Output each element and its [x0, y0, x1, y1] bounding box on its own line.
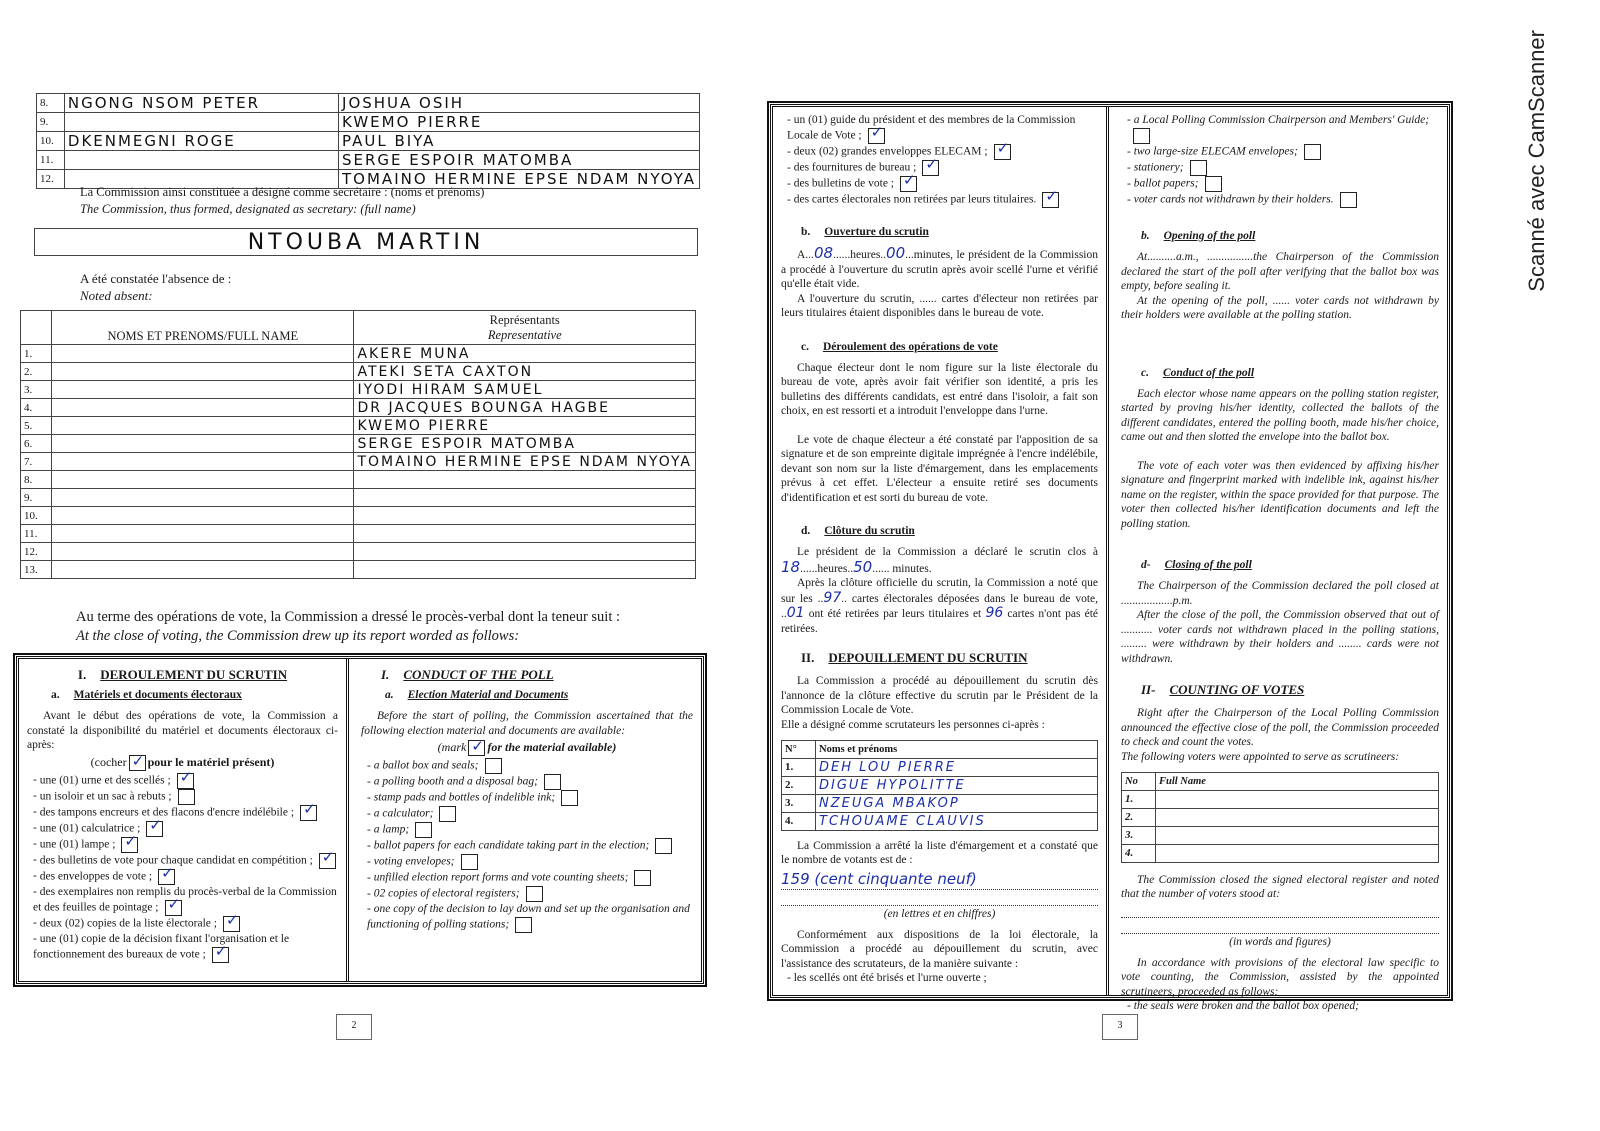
material-label: des bulletins de vote ;: [793, 177, 895, 190]
scrutineer-row: [782, 776, 1098, 794]
absent-representative: KWEMO PIERRE: [354, 417, 696, 435]
right-page-panel: [770, 104, 1450, 1012]
material-checkbox[interactable]: [1340, 192, 1357, 208]
material-checkbox[interactable]: [165, 900, 182, 916]
material-checkbox[interactable]: [900, 176, 917, 192]
en-closing-title: Closing of the poll: [1164, 559, 1252, 571]
material-checkbox[interactable]: [1042, 192, 1059, 208]
member-name: [64, 151, 338, 170]
absent-name: [52, 543, 354, 561]
row-number: 10.: [21, 507, 52, 525]
material-checkbox[interactable]: [994, 144, 1011, 160]
material-checkbox[interactable]: [121, 837, 138, 853]
material-item: [367, 870, 693, 886]
absent-row: [21, 543, 696, 561]
material-label: un isoloir et un sac à rebuts ;: [39, 790, 172, 803]
scrutineer-row: [1122, 808, 1439, 826]
members-table: [36, 93, 700, 189]
material-checkbox[interactable]: [655, 838, 672, 854]
material-item: [787, 113, 1098, 144]
material-item: [787, 160, 1098, 176]
voters-count-value: 159 (cent cinquante neuf): [781, 870, 1098, 890]
absent-name: [52, 363, 354, 381]
report-intro-fr: Au terme des opérations de vote, la Commission a dressé le procès-verbal dont la teneur suit :: [76, 609, 621, 625]
absent-representative: IYODI HIRAM SAMUEL: [354, 381, 696, 399]
row-number: 8.: [21, 471, 52, 489]
en-counting-step1: - the seals were broken and the ballot box opened;: [1127, 999, 1439, 1014]
absent-label-fr: A été constatée l'absence de :: [80, 271, 232, 286]
page-number-right: 3: [1102, 1014, 1138, 1040]
absent-row: [21, 489, 696, 507]
fr-column-right: - un (01) guide du président et des membres de la Commission Locale de Vote ;✓ - deux (02) grandes enveloppes ELECAM ;✓ - des fournitures de bureau ;✓ - des bulletins de vote ;✓ - des cartes électorales non retirées par leurs titulaires.✓ b. Ouverture du scrutin A...08......heures..00...minutes, le président de la Commission a procédé à l'ouverture du scrutin après avoir scellé l'urne et vérifié qu'elle était vide. A l'ouverture du scrutin, ...... cartes d'électeur non retirées par leurs titulaires étaient disponibles dans le bureau de vote. c. Déroulement des opérations de vote Chaque électeur dont le nom figure sur la liste électorale du bureau de vote, après avoir fait vérifier son identité, a pris les bulletins des différents candidats, est entré dans l'isoloir, a fait son choix, en est ressorti et a introduit l'enveloppe dans l'urne. Le vote de chaque électeur a été constaté par l'apposition de sa signature et de son empreinte digitale imprégnée à l'encre indélébile, devant son nom sur la liste d'émargement, dans les emplacements prévus à cet effet. L'électeur a ensuite retiré ses documents d'identification et est sorti du bureau de vote. d. Clôture du scrutin Le président de la Commission a déclaré le scrutin clos à 18......heures..50...... minutes. Après la clôture officielle du scrutin, la Commission a noté que sur les ..97.. cartes électorales déposées dans le bureau de vote, ..01 ont été retirées par leurs titulaires et 96 cartes n'ont pas été retirées. II. DEPOUILLEMENT DU SCRUTIN La Commission a procédé au dépouillement du scrutin dès l'annonce de la clôture effective du scrutin par le Président de la Commission Locale de Vote. Elle a désigné comme scrutateurs les personnes ci-après : N° Noms et prénoms 1. DEH LOU PIERRE 2. DIGUE HYPOLITTE 3. NZEUGA MBAKOP 4. TCHOUAME CLAUVIS La Commission a arrêté la liste d'émargement et a constaté que le nombre de votants est de : 159 (cent cinquante neuf) (en lettres et en chiffres) Conformément aux dispositions de la loi électorale, la Commission a procédé au dépouillement du scrutin, avec l'assistance des scrutateurs, de la manière suivante : - les scellés ont été brisés et l'urne ouverte ;: [773, 107, 1109, 995]
fr-conduct-p2: Le vote de chaque électeur a été constaté par l'apposition de sa signature et de son empreinte digitale imprégnée à l'encre indélébile, devant son nom sur la liste d'émargement, dans les emplacements prévus à cet effet. L'électeur a ensuite retiré ses documents d'identification et est sorti du bureau de vote.: [781, 433, 1098, 504]
absent-representative: AKERE MUNA: [354, 345, 696, 363]
member-row: [37, 94, 700, 113]
absent-representative: [354, 489, 696, 507]
member-row: [37, 151, 700, 170]
en-opening-title: Opening of the poll: [1163, 230, 1256, 242]
fr-opening-title: Ouverture du scrutin: [824, 226, 929, 238]
material-checkbox[interactable]: [212, 947, 229, 963]
fr-closing-cards: Après la clôture officielle du scrutin, la Commission a noté que sur les ..97.. cartes électorales déposées dans le bureau de vote, ..01 ont été retirées par leurs titulaires et 96 cartes n'ont pas été retirées.: [781, 577, 1098, 635]
absent-label-en: Noted absent:: [80, 288, 153, 303]
en-scrutineers-table: No Full Name 1. 2. 3. 4.: [1121, 772, 1439, 863]
absent-name: [52, 453, 354, 471]
fr-column: I. DEROULEMENT DU SCRUTIN a. Matériels et documents électoraux Avant le début des opérations de vote, la Commission a constaté la disponibilité du matériel et documents électoraux ci-après: (cocher ✓ pour le matériel présent) - une (01) urne et des scellés ;✓ - un isoloir et un sac à rebuts ; - des tampons encreurs et des flacons d'encre indélébile ;✓ - une (01) calculatrice ;✓ - une (01) lampe ;✓ - des bulletins de vote pour chaque candidat en compétition ;✓ - des enveloppes de vote ;✓ - des exemplaires non remplis du procès-verbal de la Commission et des feuilles de pointage ;✓ - deux (02) copies de la liste électorale ;✓ - une (01) copie de la décision fixant l'organisation et le fonctionnement des bureaux de vote ;✓: [19, 659, 349, 981]
en-sub-title: Election Material and Documents: [407, 689, 569, 701]
scrutineer-row: [782, 758, 1098, 776]
material-label: a lamp;: [373, 823, 410, 836]
fr-conduct-p1: Chaque électeur dont le nom figure sur la liste électorale du bureau de vote, après avoir fait vérifier son identité, a pris les bulletins des différents candidats, est entré dans l'isoloir, a fait son choix, en est ressorti et a introduit l'enveloppe dans l'urne.: [781, 361, 1098, 417]
material-item: [1127, 113, 1439, 144]
row-number: 4.: [21, 399, 52, 417]
scrutineer-name: [1156, 808, 1439, 826]
row-number: 9.: [37, 113, 65, 132]
cards-not-withdrawn: 96: [985, 605, 1004, 621]
material-checkbox[interactable]: [300, 805, 317, 821]
material-label: des exemplaires non remplis du procès-verbal de la Commission et des feuilles de pointage ;: [33, 885, 337, 914]
material-label: a calculator;: [373, 807, 434, 820]
material-checkbox[interactable]: [146, 821, 163, 837]
material-label: des tampons encreurs et des flacons d'encre indélébile ;: [39, 806, 295, 819]
absent-header-rep-en: Representative: [487, 327, 562, 342]
row-number: 10.: [37, 132, 65, 151]
absent-name: [52, 471, 354, 489]
scrutineer-name: [1156, 826, 1439, 844]
en-conduct-title: Conduct of the poll: [1162, 366, 1255, 379]
material-label: unfilled election report forms and vote counting sheets;: [373, 871, 629, 884]
row-number: 5.: [21, 417, 52, 435]
absent-name: [52, 489, 354, 507]
member-representative: SERGE ESPOIR MATOMBA: [339, 151, 700, 170]
material-item: [33, 805, 338, 821]
material-item: [367, 806, 693, 822]
material-label: des bulletins de vote pour chaque candidat en compétition ;: [39, 854, 313, 867]
absent-header-rep-fr: Représentants: [489, 312, 560, 327]
material-label: ballot papers;: [1133, 177, 1199, 190]
material-item: [33, 869, 338, 885]
row-number: 2.: [782, 776, 816, 794]
scrutineer-name: NZEUGA MBAKOP: [816, 794, 1098, 812]
absent-row: [21, 399, 696, 417]
scrutineer-name: DEH LOU PIERRE: [816, 758, 1098, 776]
row-number: 12.: [21, 543, 52, 561]
absent-name: [52, 435, 354, 453]
en-closing-p2: After the close of the poll, the Commission observed that out of ........... voter cards not withdrawn placed in the polling stations, ......... were withdrawn by their holders and ........ cards were not withdrawn.: [1121, 609, 1439, 665]
material-item: [33, 837, 338, 853]
fr-scrutineers-table: N° Noms et prénoms 1. DEH LOU PIERRE 2. DIGUE HYPOLITTE 3. NZEUGA MBAKOP 4. TCHOUAME CLAUVIS: [781, 740, 1098, 831]
closing-hours: 18: [781, 557, 801, 576]
material-item: [787, 144, 1098, 160]
absent-representative: SERGE ESPOIR MATOMBA: [354, 435, 696, 453]
material-label: one copy of the decision to lay down and set up the organisation and functioning of polling stations;: [367, 903, 690, 931]
row-number: 13.: [21, 561, 52, 579]
member-representative: JOSHUA OSIH: [339, 94, 700, 113]
material-checkbox[interactable]: [439, 806, 456, 822]
scrutineer-row: [1122, 790, 1439, 808]
material-label: ballot papers for each candidate taking part in the election;: [373, 839, 650, 852]
en-voters-label: The Commission closed the signed electoral register and noted that the number of voters stood at:: [1121, 873, 1439, 900]
scrutineer-row: [782, 812, 1098, 830]
opening-hours: 08: [813, 244, 834, 262]
scrutineer-name: TCHOUAME CLAUVIS: [816, 812, 1098, 830]
material-item: [367, 774, 693, 790]
row-number: 3.: [1122, 826, 1156, 844]
fr-material-list-cont: [781, 113, 1098, 208]
row-number: 12.: [37, 170, 65, 189]
en-section-title: CONDUCT OF THE POLL: [403, 667, 554, 682]
material-checkbox[interactable]: [922, 160, 939, 176]
material-item: [33, 821, 338, 837]
absent-representative: DR JACQUES BOUNGA HAGBE: [354, 399, 696, 417]
material-checkbox[interactable]: [1133, 128, 1150, 144]
row-number: 11.: [37, 151, 65, 170]
material-label: deux (02) copies de la liste électorale ;: [39, 917, 217, 930]
absent-row: [21, 435, 696, 453]
material-checkbox[interactable]: [415, 822, 432, 838]
material-item: [33, 932, 338, 963]
en-intro: Before the start of polling, the Commission ascertained that the following election material and documents are available:: [361, 710, 693, 737]
fr-counting-p2: Elle a désigné comme scrutateurs les personnes ci-après :: [781, 718, 1045, 731]
material-checkbox[interactable]: [544, 774, 561, 790]
fr-voters-hint: (en lettres et en chiffres): [883, 907, 996, 920]
row-number: 7.: [21, 453, 52, 471]
absent-row: [21, 417, 696, 435]
en-counting-p3: In accordance with provisions of the electoral law specific to vote counting, the Commission, assisted by the appointed scrutineers, proceeded as follows:: [1121, 956, 1439, 998]
legend-checkbox-icon: [129, 755, 146, 771]
en-column: I. CONDUCT OF THE POLL a. Election Material and Documents Before the start of polling, the Commission ascertained that the following election material and documents are available: (mark ✓ for the material available) - a ballot box and seals; - a polling booth and a disposal bag; - stamp pads and bottles of indelible ink; - a calculator; - a lamp; - ballot papers for each candidate taking part in the election; - voting envelopes; - unfilled election report forms and vote counting sheets; - 02 copies of electoral registers; - one copy of the decision to lay down and set up the organisation and functioning of polling stations;: [353, 659, 701, 981]
absent-name: [52, 561, 354, 579]
legend-checkbox-icon: [468, 740, 485, 756]
conduct-panel-left: [16, 656, 704, 984]
en-material-list-cont: [1121, 113, 1439, 208]
absent-row: [21, 507, 696, 525]
material-item: [1127, 176, 1439, 192]
material-item: [367, 902, 693, 933]
material-label: un (01) guide du président et des membres de la Commission Locale de Vote ;: [787, 114, 1076, 142]
absent-name: [52, 507, 354, 525]
member-name: DKENMEGNI ROGE: [64, 132, 338, 151]
fr-counting-title: DEPOUILLEMENT DU SCRUTIN: [828, 650, 1028, 665]
fr-counting-p3: Conformément aux dispositions de la loi électorale, la Commission a procédé au dépouillement du scrutin, avec l'assistance des scrutateurs, de la manière suivante :: [781, 928, 1098, 970]
fr-opening-text: A...08......heures..00...minutes, le président de la Commission a procédé à l'ouverture du scrutin après avoir scellé l'urne et vérifié qu'elle était vide.: [781, 244, 1098, 290]
fr-conduct-title: Déroulement des opérations de vote: [822, 340, 998, 353]
report-intro-en: At the close of voting, the Commission drew up its report worded as follows:: [76, 628, 520, 644]
member-row: [37, 113, 700, 132]
absent-name: [52, 399, 354, 417]
row-number: 1.: [1122, 790, 1156, 808]
absent-row: [21, 525, 696, 543]
material-item: [367, 838, 693, 854]
row-number: 3.: [782, 794, 816, 812]
cards-deposited: 97: [823, 589, 842, 606]
fr-sub-title: Matériels et documents électoraux: [73, 689, 242, 701]
material-item: [367, 758, 693, 774]
en-closing-p1: The Chairperson of the Commission declared the poll closed at ..................p.m.: [1121, 580, 1439, 607]
en-counting-p2: The following voters were appointed to serve as scrutineers:: [1121, 750, 1400, 763]
absent-representative: [354, 543, 696, 561]
absent-name: [52, 345, 354, 363]
row-number: 2.: [1122, 808, 1156, 826]
en-conduct-p2: The vote of each voter was then evidenced by affixing his/her signature and fingerprint marked with indelible ink, against his/her name on the register, within the space provided for that purpose. The voter then collected his/her identification documents and left the polling station.: [1121, 459, 1439, 530]
row-number: 2.: [21, 363, 52, 381]
material-item: [367, 886, 693, 902]
closing-minutes: 50: [853, 557, 873, 576]
material-checkbox[interactable]: [1205, 176, 1222, 192]
material-label: deux (02) grandes enveloppes ELECAM ;: [793, 145, 988, 158]
secretary-name: NTOUBA MARTIN: [247, 230, 485, 255]
material-item: [33, 773, 338, 789]
member-row: [37, 132, 700, 151]
material-label: une (01) urne et des scellés ;: [39, 774, 171, 787]
fr-section-title: DEROULEMENT DU SCRUTIN: [100, 667, 288, 682]
en-material-list: [361, 758, 693, 933]
material-item: [367, 854, 693, 870]
absent-row: [21, 471, 696, 489]
material-item: [33, 916, 338, 932]
material-item: [787, 192, 1098, 208]
en-counting-p1: Right after the Chairperson of the Local Polling Commission announced the effective close of the poll, the Commission proceeded to check and count the votes.: [1121, 707, 1439, 748]
row-number: 3.: [21, 381, 52, 399]
row-number: 4.: [1122, 844, 1156, 862]
opening-minutes: 00: [886, 244, 906, 262]
material-label: voter cards not withdrawn by their holders.: [1133, 193, 1334, 206]
material-label: une (01) lampe ;: [39, 838, 116, 851]
material-checkbox[interactable]: [561, 790, 578, 806]
en-counting-title: COUNTING OF VOTES: [1169, 682, 1305, 697]
absent-representative: ATEKI SETA CAXTON: [354, 363, 696, 381]
en-opening-p1: At..........a.m., ................the Chairperson of the Commission declared the start of the poll after verifying that the ballot box was empty, before sealing it.: [1121, 251, 1439, 292]
page-number: 2: [336, 1014, 372, 1040]
scrutineer-row: [1122, 826, 1439, 844]
member-name: [64, 113, 338, 132]
scrutineer-name: DIGUE HYPOLITTE: [816, 776, 1098, 794]
material-label: une (01) calculatrice ;: [39, 822, 141, 835]
member-name: NGONG NSOM PETER: [64, 94, 338, 113]
row-number: 1.: [21, 345, 52, 363]
material-item: [33, 885, 338, 916]
absent-representative: [354, 507, 696, 525]
material-checkbox[interactable]: [319, 853, 336, 869]
absent-row: [21, 561, 696, 579]
member-representative: KWEMO PIERRE: [339, 113, 700, 132]
material-item: [1127, 144, 1439, 160]
en-voters-field[interactable]: [1121, 904, 1439, 918]
member-representative: TOMAINO HERMINE EPSE NDAM NYOYA: [339, 170, 700, 189]
material-label: two large-size ELECAM envelopes;: [1133, 145, 1298, 158]
material-checkbox[interactable]: [1190, 160, 1207, 176]
absent-row: [21, 381, 696, 399]
scrutineer-name: [1156, 790, 1439, 808]
scrutineer-row: [782, 794, 1098, 812]
fr-closing-title: Clôture du scrutin: [824, 525, 915, 537]
absent-name: [52, 525, 354, 543]
cards-withdrawn: 01: [786, 605, 805, 621]
material-label: des cartes électorales non retirées par leurs titulaires.: [793, 193, 1037, 206]
en-conduct-p1: Each elector whose name appears on the polling station register, started by proving his/her identity, collected the ballots of the different candidates, entered the polling booth, made his/her choice, came out and then slotted the envelope into the ballot box.: [1121, 387, 1439, 443]
fr-closing-text: Le président de la Commission a déclaré le scrutin clos à 18......heures..50...... minutes.: [781, 546, 1098, 576]
en-voters-hint: (in words and figures): [1229, 935, 1331, 948]
material-label: 02 copies of electoral registers;: [373, 887, 520, 900]
row-number: 8.: [37, 94, 65, 113]
absent-name: [52, 417, 354, 435]
secretary-field: [34, 228, 698, 256]
absent-representative: TOMAINO HERMINE EPSE NDAM NYOYA: [354, 453, 696, 471]
material-item: [33, 853, 338, 869]
material-checkbox[interactable]: [178, 789, 195, 805]
material-checkbox[interactable]: [515, 917, 532, 933]
material-checkbox[interactable]: [634, 870, 651, 886]
material-checkbox[interactable]: [526, 886, 543, 902]
material-item: [1127, 192, 1439, 208]
material-checkbox[interactable]: [461, 854, 478, 870]
absent-row: [21, 345, 696, 363]
secretary-label-en: The Commission, thus formed, designated as secretary: (full name): [80, 202, 416, 216]
absent-header-name: NOMS ET PRENOMS/FULL NAME: [52, 311, 354, 345]
row-number: 11.: [21, 525, 52, 543]
en-column-right: - a Local Polling Commission Chairperson and Members' Guide; - two large-size ELECAM envelopes; - stationery; - ballot papers; - voter cards not withdrawn by their holders. b. Opening of the poll At..........a.m., ................the Chairperson of the Commission declared the start of the poll after verifying that the ballot box was empty, before sealing it. At the opening of the poll, ...... voter cards not withdrawn by their holders were available at the polling station. c. Conduct of the poll Each elector whose name appears on the polling station register, started by proving his/her identity, collected the ballots of the different candidates, entered the polling booth, made his/her choice, came out and then slotted the envelope into the ballot box. The vote of each voter was then evidenced by affixing his/her signature and fingerprint marked with indelible ink, against his/her name on the register, within the space provided for that purpose. The voter then collected his/her identification documents and left the polling station. d- Closing of the poll The Chairperson of the Commission declared the poll closed at ..................p.m. After the close of the poll, the Commission observed that out of ........... voter cards not withdrawn placed in the polling stations, ......... were withdrawn by their holders and ........ cards were not withdrawn. II- COUNTING OF VOTES Right after the Chairperson of the Local Polling Commission announced the effective close of the poll, the Commission proceeded to check and count the votes. The following voters were appointed to serve as scrutineers: No Full Name 1. 2. 3. 4. The Commission closed the signed electoral register and noted that the number of voters stood at: (in words and figures) In accordance with provisions of the electoral law specific to vote counting, the Commission, assisted by the appointed scrutineers, proceeded as follows: - the seals were broken and the ballot box opened;: [1113, 107, 1447, 995]
row-number: 1.: [782, 758, 816, 776]
material-item: [1127, 160, 1439, 176]
fr-counting-p1: La Commission a procédé au dépouillement du scrutin dès l'annonce de la clôture effective du scrutin par le Président de la Commission Locale de Vote.: [781, 675, 1098, 716]
scrutineer-row: [1122, 844, 1439, 862]
camscanner-watermark: Scanné avec CamScanner: [1524, 30, 1549, 292]
material-checkbox[interactable]: [485, 758, 502, 774]
material-checkbox[interactable]: [223, 916, 240, 932]
secretary-label-fr: La Commission ainsi constituée a désigné comme secrétaire : (noms et prénoms): [80, 185, 485, 199]
row-number: 6.: [21, 435, 52, 453]
absent-name: [52, 381, 354, 399]
material-label: a Local Polling Commission Chairperson and Members' Guide;: [1133, 114, 1430, 126]
material-checkbox[interactable]: [1304, 144, 1321, 160]
material-label: stationery;: [1133, 161, 1184, 174]
absent-representative: [354, 471, 696, 489]
absent-row: [21, 363, 696, 381]
fr-opening-p2: A l'ouverture du scrutin, ...... cartes d'électeur non retirées par leurs titulaires étaient disponibles dans le bureau de vote.: [781, 292, 1098, 319]
row-number: 9.: [21, 489, 52, 507]
fr-counting-step1: - les scellés ont été brisés et l'urne ouverte ;: [787, 971, 1098, 986]
absent-representative: [354, 561, 696, 579]
material-item: [367, 822, 693, 838]
absent-table: [20, 310, 696, 579]
material-checkbox[interactable]: [868, 128, 885, 144]
scrutineer-name: [1156, 844, 1439, 862]
absent-row: [21, 453, 696, 471]
material-label: a polling booth and a disposal bag;: [373, 775, 538, 788]
material-label: des enveloppes de vote ;: [39, 870, 153, 883]
member-representative: PAUL BIYA: [339, 132, 700, 151]
material-checkbox[interactable]: [177, 773, 194, 789]
fr-material-list: [27, 773, 338, 963]
material-label: stamp pads and bottles of indelible ink;: [373, 791, 556, 804]
fr-voters-label: La Commission a arrêté la liste d'émargement et a constaté que le nombre de votants est de :: [781, 839, 1098, 866]
row-number: 4.: [782, 812, 816, 830]
material-label: a ballot box and seals;: [373, 759, 479, 772]
material-item: [33, 789, 338, 805]
absent-representative: [354, 525, 696, 543]
en-opening-p2: At the opening of the poll, ...... voter cards not withdrawn by their holders were available at the polling station.: [1121, 294, 1439, 321]
material-checkbox[interactable]: [158, 869, 175, 885]
material-label: des fournitures de bureau ;: [793, 161, 917, 174]
material-label: voting envelopes;: [373, 855, 455, 868]
fr-intro: Avant le début des opérations de vote, la Commission a constaté la disponibilité du matériel et documents électoraux ci-après:: [27, 710, 338, 751]
material-item: [367, 790, 693, 806]
material-label: une (01) copie de la décision fixant l'organisation et le fonctionnement des bureaux de vote ;: [33, 932, 290, 961]
